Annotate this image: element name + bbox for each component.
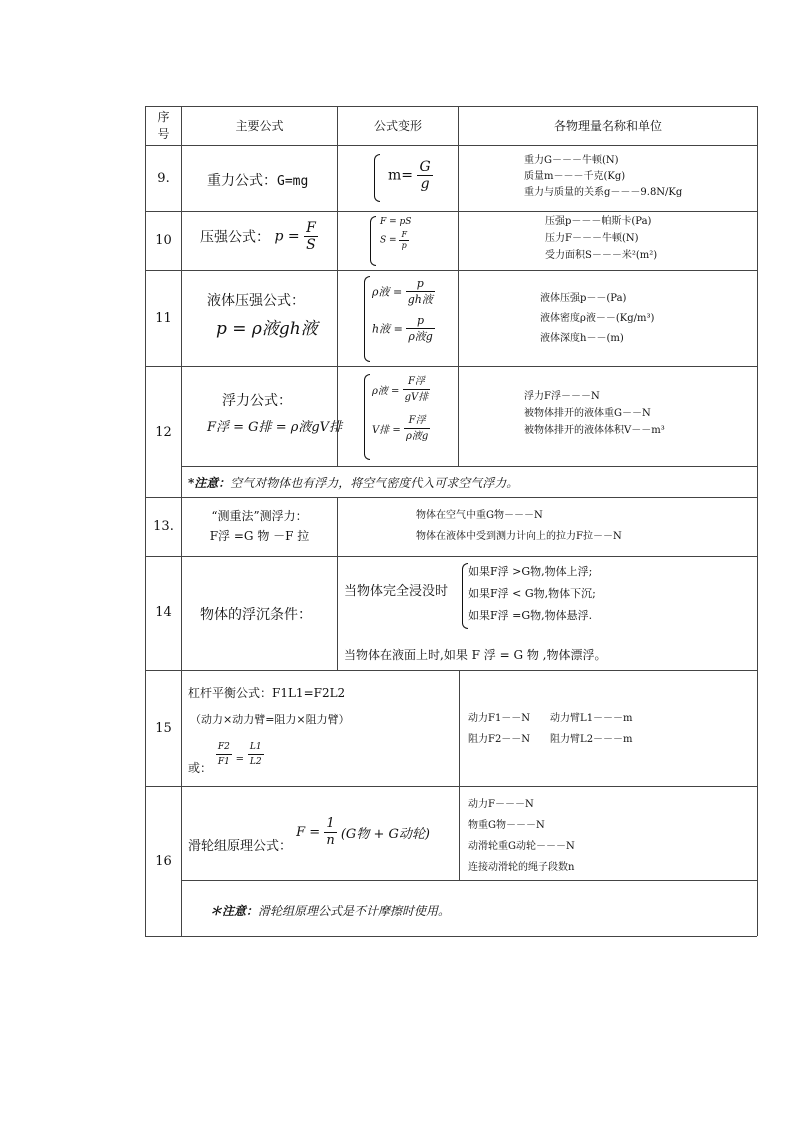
fraction-numerator: F (401, 230, 408, 239)
lever-units (468, 708, 633, 750)
fraction-numerator: p (406, 276, 435, 292)
floating-condition: 当物体在液面上时,如果 F 浮 = G 物 ,物体漂浮。 (344, 648, 607, 662)
column-separator (459, 670, 460, 880)
lever-ratio (188, 740, 264, 776)
formula-fraction (304, 220, 318, 253)
formula-prefix: 压强公式： (200, 229, 270, 246)
row-number: 14 (155, 605, 172, 620)
table-border-right (757, 106, 758, 936)
fraction-denominator: S (306, 237, 316, 253)
table-border-top (145, 106, 757, 107)
unit-line: 压强p－－－帕斯卡(Pa) (545, 216, 652, 227)
row-separator (145, 366, 757, 367)
brace-icon (364, 374, 370, 460)
row-separator (181, 466, 757, 467)
condition-line: 如果F浮 =G物,物体悬浮. (468, 609, 593, 622)
ratio-equals: = (235, 754, 245, 765)
pulley-formula (188, 816, 430, 854)
fraction-numerator: F2 (216, 740, 232, 755)
buoyancy-formula: F浮 = G排 = ρ液gV排 (207, 420, 343, 435)
pressure-units (545, 213, 657, 264)
lever-formula: 杠杆平衡公式：F1L1=F2L2 (188, 686, 346, 700)
row-separator (145, 211, 757, 212)
transform-line (372, 374, 430, 405)
unit-line: 浮力F浮－－－N (524, 391, 600, 402)
unit-line: 物重G物－－－N (468, 820, 545, 831)
transform-line (380, 230, 411, 251)
pressure-formula (200, 220, 318, 253)
unit-line: 液体密度ρ液－－(Kg/m³) (540, 313, 655, 324)
or-label: 或： (188, 761, 213, 775)
column-separator (337, 497, 338, 556)
note-prefix: ＊注意： (210, 904, 259, 918)
formula-fraction (324, 816, 336, 849)
unit-line: 动滑轮重G动轮－－－N (468, 841, 575, 852)
row-separator (145, 556, 757, 557)
header-index-label: 序号 (157, 110, 170, 141)
liquid-pressure-transform (372, 276, 435, 344)
ratio-left-fraction (216, 740, 232, 769)
pulley-units (468, 794, 575, 878)
row-separator (181, 880, 757, 881)
transform-left: ρ液 = (372, 285, 403, 299)
unit-line: 质量m－－－千克(Kg) (524, 171, 626, 182)
formula-prefix: 重力公式： (207, 173, 277, 189)
row-separator (145, 497, 757, 498)
formula-text: G=mg (277, 174, 309, 189)
float-sink-formula: 物体的浮沉条件： (200, 607, 312, 623)
fraction-denominator: n (326, 833, 335, 848)
unit-line: 被物体排开的液体体积V－－m³ (524, 425, 665, 436)
transform-fraction (406, 313, 435, 344)
ratio-right-fraction (248, 740, 264, 769)
gravity-units (524, 153, 682, 201)
unit-line: 物体在空气中重G物－－－N (416, 510, 543, 521)
column-separator (337, 106, 338, 466)
fraction-numerator: G (419, 159, 431, 175)
row-separator (145, 270, 757, 271)
fraction-numerator: F浮 (404, 413, 430, 429)
row-number: 15 (155, 721, 172, 736)
row-number: 12 (155, 425, 172, 440)
column-separator (458, 106, 459, 466)
unit-line: 液体压强p－－(Pa) (540, 293, 627, 304)
formula-left: F = (296, 825, 321, 840)
transform-fraction (399, 230, 409, 251)
formula-right: (G物 + G动轮) (340, 827, 430, 842)
weighing-method-units (416, 505, 622, 547)
transform-left: m= (388, 167, 414, 184)
gravity-transform (388, 159, 433, 192)
formula-line: F浮 =G 物 －F 拉 (209, 529, 310, 543)
fraction-denominator: F1 (217, 757, 230, 767)
liquid-pressure-formula-label: 液体压强公式： (207, 293, 305, 309)
row-number: 9. (157, 171, 170, 186)
column-separator (337, 556, 338, 670)
note-prefix: *注意： (188, 476, 231, 490)
transform-line (372, 313, 435, 344)
unit-line: 动力F－－－N (468, 799, 534, 810)
fraction-denominator: gV排 (404, 392, 429, 403)
formula-line: “测重法”测浮力： (211, 509, 308, 523)
buoyancy-transform (372, 374, 430, 444)
fraction-numerator: L1 (248, 740, 264, 755)
note-text: 空气对物体也有浮力，将空气密度代入可求空气浮力。 (230, 476, 519, 490)
row-number: 16 (155, 854, 172, 869)
unit-line: 受力面积S－－－米²(m²) (545, 250, 658, 261)
header-index (146, 108, 181, 144)
pulley-note (210, 902, 450, 919)
unit-line: 被物体排开的液体重G－－N (524, 408, 651, 419)
fraction-denominator: ρ液g (408, 330, 433, 343)
brace-icon (364, 276, 370, 362)
unit-line: 压力F－－－牛顿(N) (545, 233, 639, 244)
unit-line: 动力F1－－N 动力臂L1－－－m (468, 713, 633, 724)
liquid-pressure-units (540, 289, 654, 349)
unit-line: 连接动滑轮的绳子段数n (468, 862, 575, 873)
condition-line: 如果F浮 >G物,物体上浮; (468, 565, 593, 578)
note-text: 滑轮组原理公式是不计摩擦时使用。 (258, 904, 451, 918)
unit-line: 阻力F2－－N 阻力臂L2－－－m (468, 734, 633, 745)
brace-icon (374, 154, 380, 202)
fraction-denominator: gh液 (407, 293, 433, 306)
row-separator (145, 145, 757, 146)
transform-left: S = (380, 235, 397, 246)
transform-fraction (417, 159, 432, 192)
transform-line (372, 413, 430, 444)
transform-fraction (404, 413, 430, 444)
fraction-denominator: ρ液g (405, 431, 429, 442)
table-border-bottom (145, 936, 757, 937)
transform-left: ρ液 = (372, 386, 400, 397)
header-transform: 公式变形 (373, 119, 422, 133)
transform-left: h液 = (372, 322, 403, 336)
fraction-numerator: F浮 (403, 374, 431, 390)
transform-fraction (403, 374, 431, 405)
pressure-transform (380, 216, 411, 251)
fraction-numerator: p (406, 313, 435, 329)
header-formula: 主要公式 (235, 119, 284, 133)
lever-formula-explained: （动力×动力臂=阻力×阻力臂） (190, 713, 350, 726)
row-number: 13. (153, 519, 174, 534)
transform-line: F = pS (380, 217, 412, 227)
air-buoyancy-note (188, 474, 518, 491)
formula-prefix: 滑轮组原理公式： (188, 839, 293, 854)
liquid-pressure-formula: p = ρ液gh液 (216, 319, 318, 339)
transform-fraction (406, 276, 435, 307)
float-sink-conditions (468, 561, 596, 627)
row-number: 11 (155, 311, 172, 326)
unit-line: 重力与质量的关系g－－－9.8N/Kg (524, 187, 683, 198)
condition-line: 如果F浮 < G物,物体下沉; (468, 587, 596, 600)
row-separator (145, 786, 757, 787)
row-number: 10 (155, 233, 172, 248)
fraction-denominator: g (420, 176, 430, 192)
gravity-formula (207, 170, 308, 190)
unit-line: 液体深度h－－(m) (540, 333, 624, 344)
fraction-numerator: F (306, 220, 316, 236)
fraction-denominator: L2 (249, 757, 262, 767)
submerged-condition-label: 当物体完全浸没时 (344, 584, 449, 599)
row-separator (145, 670, 757, 671)
transform-line (372, 276, 435, 307)
unit-line: 物体在液体中受到测力计向上的拉力F拉－－N (416, 531, 622, 542)
buoyancy-formula-label: 浮力公式： (222, 393, 292, 409)
formula-left: p = (274, 228, 300, 245)
weighing-method-formula (182, 506, 337, 546)
fraction-denominator: p (401, 241, 407, 250)
fraction-numerator: 1 (324, 816, 336, 833)
transform-left: V排 = (372, 425, 401, 436)
brace-icon (370, 216, 376, 266)
buoyancy-units (524, 388, 665, 439)
unit-line: 重力G－－－牛顿(N) (524, 155, 619, 166)
header-units: 各物理量名称和单位 (553, 119, 662, 133)
